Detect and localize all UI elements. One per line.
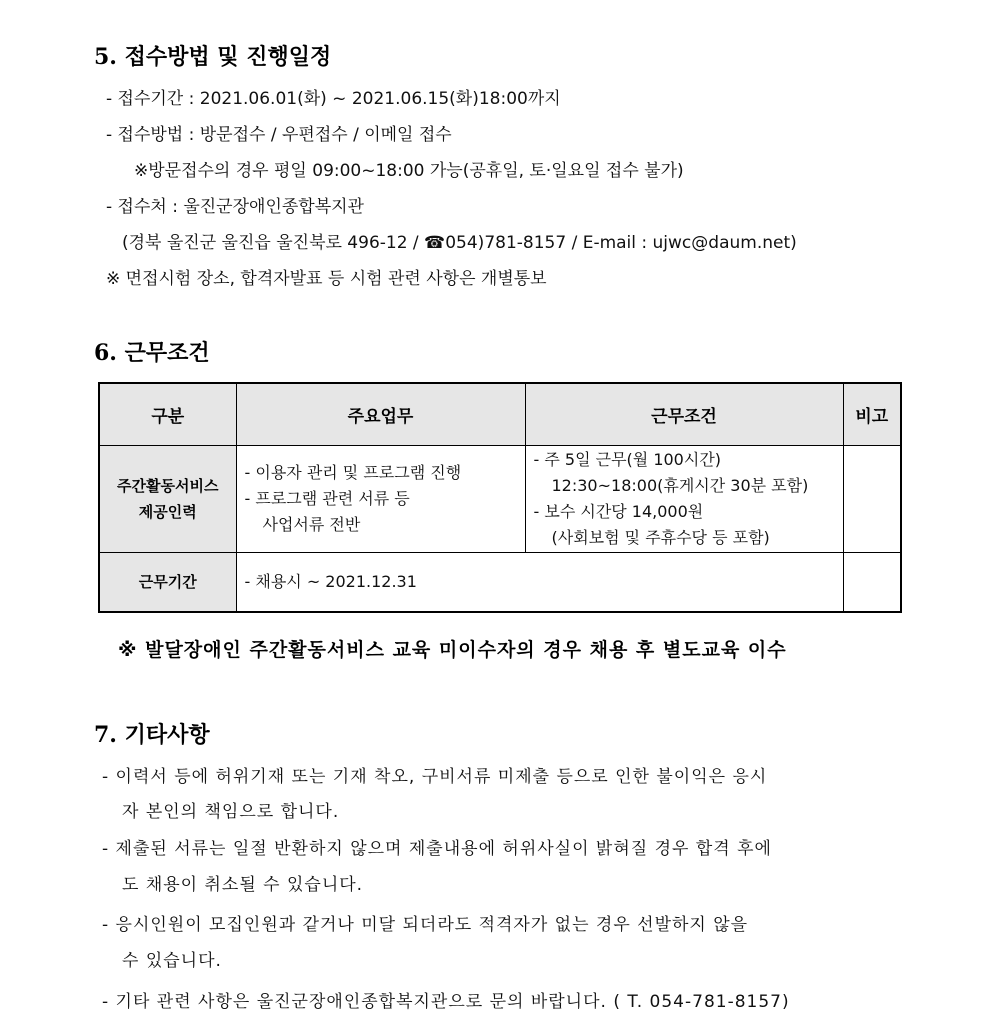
header-work-conditions: 근무조건 bbox=[525, 383, 843, 446]
table-row bbox=[99, 553, 901, 612]
header-remarks: 비고 bbox=[843, 383, 901, 446]
list-item: - 제출된 서류는 일절 반환하지 않으며 제출내용에 허위사실이 밝혀질 경우 합격 후에 bbox=[102, 839, 772, 859]
application-address: (경북 울진군 울진읍 울진북로 496-12 / ☎054)781-8157 / E-mail : ujwc@daum.net) bbox=[122, 233, 797, 253]
work-conditions-table bbox=[98, 382, 902, 613]
row-label-work-period: 근무기간 bbox=[99, 553, 236, 612]
condition-line: - 보수 시간당 14,000원 bbox=[533, 502, 704, 521]
header-main-duties: 주요업무 bbox=[236, 383, 525, 446]
list-item-continued: 자 본인의 책임으로 합니다. bbox=[122, 802, 340, 822]
duty-line: - 이용자 관리 및 프로그램 진행 bbox=[244, 463, 462, 482]
table-header-row bbox=[99, 383, 901, 446]
list-item: - 기타 관련 사항은 울진군장애인종합복지관으로 문의 바랍니다. ( T. 054-781-8157) bbox=[102, 992, 790, 1012]
list-item: - 응시인원이 모집인원과 같거나 미달 되더라도 적격자가 없는 경우 선발하지 않을 bbox=[102, 915, 749, 935]
row-label-line: 제공인력 bbox=[138, 503, 197, 521]
application-place: - 접수처 : 울진군장애인종합복지관 bbox=[106, 197, 364, 217]
work-period-value: - 채용시 ~ 2021.12.31 bbox=[236, 553, 843, 612]
table-row bbox=[99, 446, 901, 553]
list-item: - 이력서 등에 허위기재 또는 기재 착오, 구비서류 미제출 등으로 인한 불이익은 응시 bbox=[102, 767, 768, 787]
header-category: 구분 bbox=[99, 383, 236, 446]
exam-notice: ※ 면접시험 장소, 합격자발표 등 시험 관련 사항은 개별통보 bbox=[106, 269, 547, 289]
visit-note: ※방문접수의 경우 평일 09:00~18:00 가능(공휴일, 토·일요일 접수 불가) bbox=[134, 161, 684, 181]
condition-line: (사회보험 및 주휴수당 등 포함) bbox=[551, 528, 770, 547]
application-period: - 접수기간 : 2021.06.01(화) ~ 2021.06.15(화)18:00까지 bbox=[106, 89, 561, 109]
condition-line: - 주 5일 근무(월 100시간) bbox=[533, 450, 722, 469]
section5-title: 5. 접수방법 및 진행일정 bbox=[94, 44, 332, 70]
duty-line: 사업서류 전반 bbox=[262, 515, 361, 534]
section6-title: 6. 근무조건 bbox=[94, 340, 210, 366]
training-note: ※ 발달장애인 주간활동서비스 교육 미이수자의 경우 채용 후 별도교육 이수 bbox=[118, 639, 787, 661]
section7-title: 7. 기타사항 bbox=[94, 722, 210, 748]
remark-cell bbox=[843, 446, 901, 553]
row-label-service-staff bbox=[99, 446, 236, 553]
list-item-continued: 도 채용이 취소될 수 있습니다. bbox=[122, 875, 364, 895]
condition-line: 12:30~18:00(휴게시간 30분 포함) bbox=[551, 476, 809, 495]
application-method: - 접수방법 : 방문접수 / 우편접수 / 이메일 접수 bbox=[106, 125, 452, 145]
list-item-continued: 수 있습니다. bbox=[122, 951, 222, 971]
conditions-cell bbox=[525, 446, 843, 553]
row-label-line: 주간활동서비스 bbox=[117, 477, 219, 495]
main-duties-cell bbox=[236, 446, 525, 553]
remark-cell bbox=[843, 553, 901, 612]
duty-line: - 프로그램 관련 서류 등 bbox=[244, 489, 410, 508]
